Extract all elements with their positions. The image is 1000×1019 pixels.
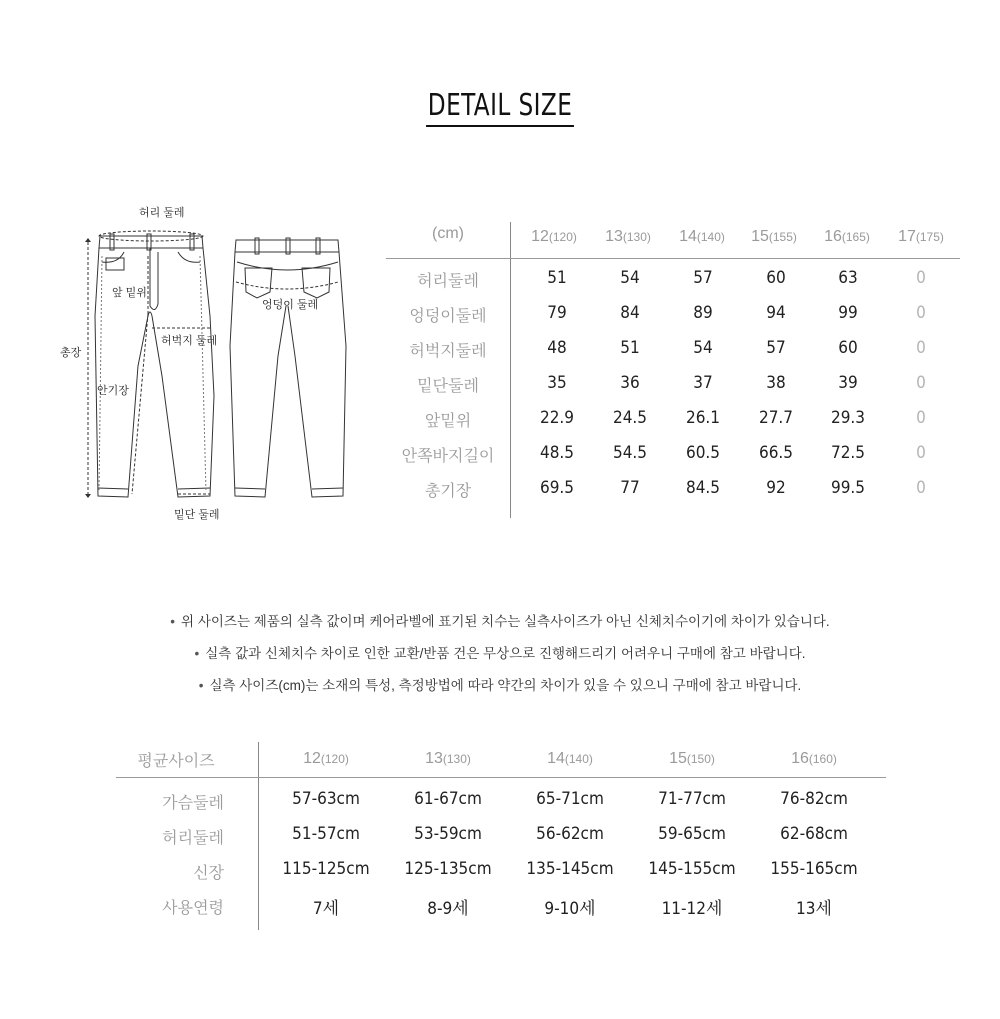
table-cell: 48.5 bbox=[539, 443, 575, 463]
table-cell: 53-59cm bbox=[414, 824, 482, 844]
table-cell: 54 bbox=[693, 338, 713, 358]
header-size-13: 13(130) bbox=[425, 750, 471, 767]
row-label: 엉덩이둘레 bbox=[409, 308, 487, 325]
header-size-13: 13(130) bbox=[605, 228, 651, 245]
note-item: • 실측 값과 신체치수 차이로 인한 교환/반품 건은 무상으로 진행해드리기 어려우니 구매에 참고 바랍니다. bbox=[194, 646, 806, 661]
thigh-label: 허벅지 둘레 bbox=[161, 335, 218, 347]
table-cell: 145-155cm bbox=[648, 859, 736, 879]
table-cell: 89 bbox=[693, 303, 713, 323]
row-label: 사용연령 bbox=[162, 900, 224, 917]
table-cell: 99.5 bbox=[830, 478, 866, 498]
inseam-label: 안기장 bbox=[97, 385, 129, 397]
table-cell: 0 bbox=[916, 478, 926, 498]
table-cell: 92 bbox=[766, 478, 786, 498]
header-size-16: 16(160) bbox=[791, 750, 837, 767]
row-label: 허벅지둘레 bbox=[409, 343, 487, 360]
row-label: 가슴둘레 bbox=[162, 795, 224, 812]
table-cell: 115-125cm bbox=[282, 859, 370, 879]
table-cell: 38 bbox=[766, 373, 786, 393]
table-cell: 60 bbox=[766, 268, 786, 288]
row-label: 허리둘레 bbox=[162, 830, 224, 847]
table-cell: 60 bbox=[838, 338, 858, 358]
table-row bbox=[386, 259, 960, 294]
table-cell: 79 bbox=[547, 303, 567, 323]
front-rise-label: 앞 밑위 bbox=[112, 287, 147, 299]
table-cell: 94 bbox=[766, 303, 786, 323]
hem-label: 밑단 둘레 bbox=[174, 509, 220, 521]
header-size-15: 15(155) bbox=[751, 228, 797, 245]
table-row bbox=[116, 848, 886, 883]
table-cell: 76-82cm bbox=[780, 789, 848, 809]
table-cell: 57-63cm bbox=[292, 789, 360, 809]
table-cell: 36 bbox=[620, 373, 640, 393]
table-cell: 57 bbox=[693, 268, 713, 288]
table-cell: 27.7 bbox=[758, 408, 794, 428]
table-cell: 26.1 bbox=[685, 408, 721, 428]
detail-size-table bbox=[386, 222, 960, 504]
row-label: 앞밑위 bbox=[424, 413, 472, 430]
table-cell: 22.9 bbox=[539, 408, 575, 428]
average-size-table bbox=[116, 742, 886, 918]
row-label: 안쪽바지길이 bbox=[401, 448, 495, 465]
header-size-16: 16(165) bbox=[824, 228, 870, 245]
table-header bbox=[116, 742, 886, 778]
table-row bbox=[386, 364, 960, 399]
row-label: 밑단둘레 bbox=[417, 378, 479, 395]
pants-illustration bbox=[40, 196, 370, 531]
table-cell: 0 bbox=[916, 303, 926, 323]
table-cell: 125-135cm bbox=[404, 859, 492, 879]
table-cell: 77 bbox=[620, 478, 640, 498]
waist-label: 허리 둘레 bbox=[139, 207, 185, 219]
table-cell: 84 bbox=[620, 303, 640, 323]
table-cell: 84.5 bbox=[685, 478, 721, 498]
table-cell: 7세 bbox=[312, 899, 340, 919]
table-cell: 9-10세 bbox=[544, 899, 596, 919]
table-cell: 155-165cm bbox=[770, 859, 858, 879]
table-row bbox=[386, 469, 960, 504]
table-cell: 51 bbox=[547, 268, 567, 288]
table-cell: 56-62cm bbox=[536, 824, 604, 844]
header-size-12: 12(120) bbox=[531, 228, 577, 245]
table-cell: 72.5 bbox=[830, 443, 866, 463]
total-length-label: 총장 bbox=[60, 347, 82, 359]
table-cell: 37 bbox=[693, 373, 713, 393]
table-cell: 69.5 bbox=[539, 478, 575, 498]
table-row bbox=[386, 294, 960, 329]
table-cell: 0 bbox=[916, 408, 926, 428]
header-size-12: 12(120) bbox=[303, 750, 349, 767]
row-label: 신장 bbox=[193, 865, 224, 882]
table-cell: 63 bbox=[838, 268, 858, 288]
table-cell: 29.3 bbox=[830, 408, 866, 428]
header-size-17: 17(175) bbox=[898, 228, 944, 245]
size-notes bbox=[0, 612, 1000, 708]
average-size-header: 평균사이즈 bbox=[137, 753, 215, 770]
table-cell: 51-57cm bbox=[292, 824, 360, 844]
table-cell: 51 bbox=[620, 338, 640, 358]
table-cell: 39 bbox=[838, 373, 858, 393]
table-row bbox=[386, 434, 960, 469]
header-size-14: 14(140) bbox=[679, 228, 725, 245]
table-cell: 135-145cm bbox=[526, 859, 614, 879]
page-title: DETAIL SIZE bbox=[0, 88, 1000, 127]
table-cell: 60.5 bbox=[685, 443, 721, 463]
table-cell: 8-9세 bbox=[427, 899, 469, 919]
header-size-15: 15(150) bbox=[669, 750, 715, 767]
table-cell: 0 bbox=[916, 338, 926, 358]
table-cell: 57 bbox=[766, 338, 786, 358]
table-cell: 0 bbox=[916, 443, 926, 463]
table-cell: 11-12세 bbox=[661, 899, 723, 919]
table-cell: 0 bbox=[916, 268, 926, 288]
table-header bbox=[386, 222, 960, 259]
table-row bbox=[386, 329, 960, 364]
table-cell: 99 bbox=[838, 303, 858, 323]
table-cell: 48 bbox=[547, 338, 567, 358]
table-row bbox=[386, 399, 960, 434]
table-cell: 24.5 bbox=[612, 408, 648, 428]
table-cell: 0 bbox=[916, 373, 926, 393]
table-cell: 13세 bbox=[796, 899, 832, 919]
table-cell: 66.5 bbox=[758, 443, 794, 463]
table-cell: 65-71cm bbox=[536, 789, 604, 809]
header-size-14: 14(140) bbox=[547, 750, 593, 767]
table-cell: 62-68cm bbox=[780, 824, 848, 844]
table-row bbox=[116, 883, 886, 918]
hip-label: 엉덩이 둘레 bbox=[262, 299, 319, 311]
table-cell: 35 bbox=[547, 373, 567, 393]
row-label: 총기장 bbox=[424, 483, 472, 500]
row-label: 허리둘레 bbox=[417, 273, 479, 290]
note-item: • 실측 사이즈(cm)는 소재의 특성, 측정방법에 따라 약간의 차이가 있을 수 있으니 구매에 참고 바랍니다. bbox=[198, 678, 802, 693]
pants-diagram bbox=[40, 196, 370, 531]
table-cell: 61-67cm bbox=[414, 789, 482, 809]
table-row bbox=[116, 778, 886, 813]
table-cell: 59-65cm bbox=[658, 824, 726, 844]
unit-label: (cm) bbox=[432, 225, 464, 242]
table-row bbox=[116, 813, 886, 848]
table-cell: 54 bbox=[620, 268, 640, 288]
note-item: • 위 사이즈는 제품의 실측 값이며 케어라벨에 표기된 치수는 실측사이즈가 아닌 신체치수이기에 차이가 있습니다. bbox=[170, 614, 830, 629]
table-cell: 54.5 bbox=[612, 443, 648, 463]
table-cell: 71-77cm bbox=[658, 789, 726, 809]
